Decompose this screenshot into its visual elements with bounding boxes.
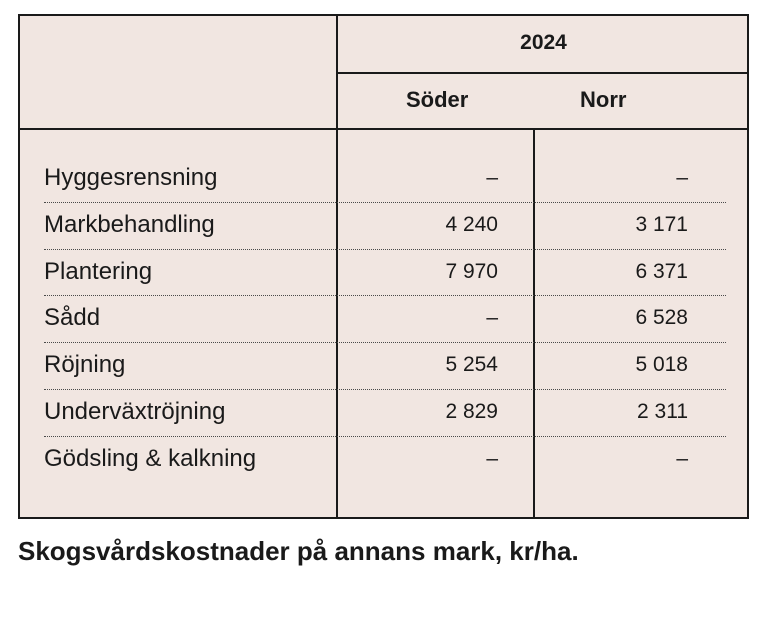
year-rule [336, 72, 747, 74]
value-norr: 6 528 [635, 306, 688, 330]
year-header: 2024 [520, 31, 567, 54]
value-norr: 6 371 [635, 259, 688, 283]
table-row [44, 437, 726, 484]
table-row [44, 296, 726, 343]
value-soder: 5 254 [445, 353, 498, 377]
cost-table [18, 14, 749, 519]
value-soder: – [486, 446, 498, 470]
value-norr: 3 171 [635, 212, 688, 236]
value-norr: 2 311 [637, 399, 688, 423]
table-row [44, 390, 726, 437]
value-soder: 2 829 [445, 399, 498, 423]
value-norr: 5 018 [635, 353, 688, 377]
row-label: Markbehandling [44, 210, 215, 238]
row-label: Röjning [44, 351, 126, 379]
row-label: Sådd [44, 304, 101, 332]
value-soder: – [486, 166, 498, 189]
row-label: Gödsling & kalkning [44, 444, 257, 472]
table-body [44, 156, 726, 484]
row-label: Hyggesrensning [44, 164, 218, 191]
column-header-norr: Norr [580, 87, 627, 112]
table-row [44, 203, 726, 250]
column-header-soder: Söder [406, 87, 469, 112]
table-caption: Skogsvårdskostnader på annans mark, kr/ha. [18, 536, 579, 566]
value-soder: – [486, 306, 498, 330]
row-label: Plantering [44, 257, 153, 285]
value-norr: – [676, 446, 688, 470]
value-soder: 7 970 [445, 259, 498, 283]
table-row [44, 343, 726, 390]
header-rule [20, 128, 747, 130]
table-row [44, 250, 726, 297]
table-row [44, 156, 726, 203]
row-label: Underväxtröjning [44, 397, 226, 425]
value-soder: 4 240 [445, 212, 498, 236]
value-norr: – [676, 166, 688, 189]
